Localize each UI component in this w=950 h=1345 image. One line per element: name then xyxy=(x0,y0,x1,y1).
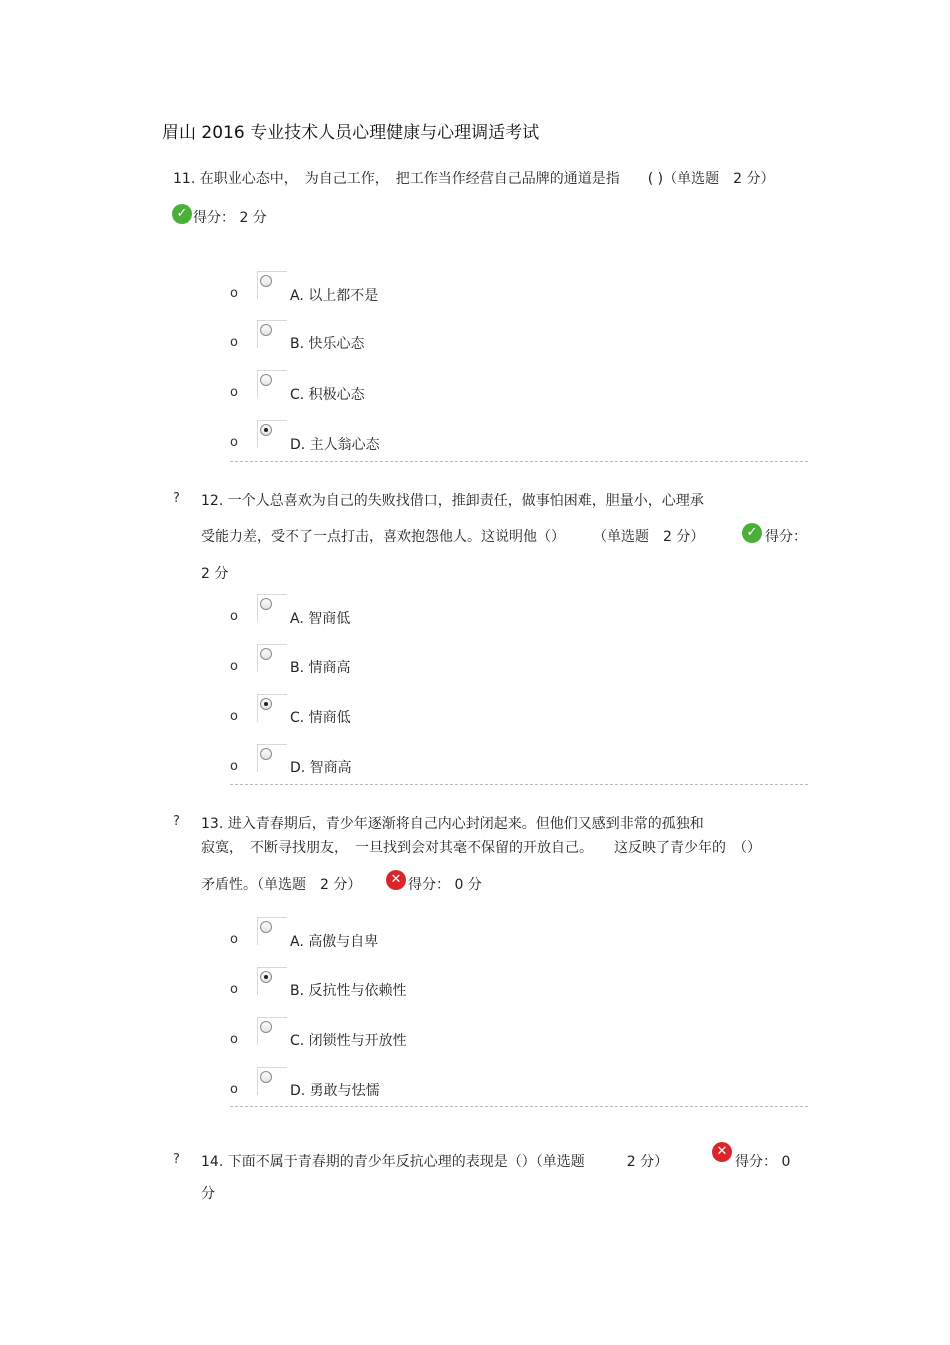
divider xyxy=(230,784,808,785)
list-bullet: o xyxy=(230,932,238,947)
radio-icon[interactable] xyxy=(260,598,272,610)
question-mark: ? xyxy=(173,814,180,829)
question-13-text-cont: 寂寞， 不断寻找朋友， 一旦找到会对其毫不保留的开放自己。 这反映了青少年的 （） xyxy=(201,840,761,856)
option-label: B. 情商高 xyxy=(290,660,351,676)
question-11-text: 11. 在职业心态中， 为自己工作， 把工作当作经营自己品牌的通道是指 ( )（单选题 2 分） xyxy=(173,171,775,187)
radio-option-13d[interactable] xyxy=(257,1067,287,1095)
radio-selected-icon[interactable] xyxy=(260,698,272,710)
list-bullet: o xyxy=(230,709,238,724)
radio-option-12d[interactable] xyxy=(257,744,287,772)
option-label: B. 快乐心态 xyxy=(290,336,365,352)
radio-option-13a[interactable] xyxy=(257,917,287,945)
radio-icon[interactable] xyxy=(260,374,272,386)
radio-icon[interactable] xyxy=(260,1071,272,1083)
option-label: D. 勇敢与怯懦 xyxy=(290,1083,380,1099)
list-bullet: o xyxy=(230,982,238,997)
question-13-score: 得分： 0 分 xyxy=(408,877,482,893)
question-13-text-end: 矛盾性。（单选题 2 分） xyxy=(201,877,362,893)
radio-selected-icon[interactable] xyxy=(260,971,272,983)
list-bullet: o xyxy=(230,1032,238,1047)
wrong-x-icon: ✕ xyxy=(386,870,406,890)
radio-option-12c[interactable] xyxy=(257,694,287,722)
question-14-score-unit: 分 xyxy=(201,1186,215,1202)
list-bullet: o xyxy=(230,1082,238,1097)
option-label: A. 智商低 xyxy=(290,611,351,627)
radio-icon[interactable] xyxy=(260,748,272,760)
option-label: C. 积极心态 xyxy=(290,387,365,403)
radio-selected-icon[interactable] xyxy=(260,424,272,436)
list-bullet: o xyxy=(230,335,238,350)
option-label: D. 主人翁心态 xyxy=(290,437,380,453)
wrong-x-icon: ✕ xyxy=(712,1142,732,1162)
question-12-text-cont: 受能力差，受不了一点打击，喜欢抱怨他人。这说明他（） （单选题 2 分） xyxy=(201,529,705,545)
correct-check-icon: ✓ xyxy=(172,204,192,224)
list-bullet: o xyxy=(230,609,238,624)
question-mark: ? xyxy=(173,491,180,506)
question-12-text: 12. 一个人总喜欢为自己的失败找借口，推卸责任，做事怕困难，胆量小，心理承 xyxy=(201,493,704,509)
list-bullet: o xyxy=(230,435,238,450)
radio-option-12a[interactable] xyxy=(257,594,287,622)
option-label: A. 以上都不是 xyxy=(290,288,379,304)
question-mark: ? xyxy=(173,1152,180,1167)
option-label: C. 闭锁性与开放性 xyxy=(290,1033,407,1049)
divider xyxy=(230,461,808,462)
question-14-text: 14. 下面不属于青春期的青少年反抗心理的表现是（）（单选题 2 分） xyxy=(201,1154,669,1170)
radio-option-13c[interactable] xyxy=(257,1017,287,1045)
list-bullet: o xyxy=(230,385,238,400)
radio-icon[interactable] xyxy=(260,921,272,933)
divider xyxy=(230,1106,808,1107)
question-12-score-value: 2 分 xyxy=(201,566,229,582)
option-label: D. 智商高 xyxy=(290,760,352,776)
radio-option-13b[interactable] xyxy=(257,967,287,995)
option-label: C. 情商低 xyxy=(290,710,351,726)
question-13-text: 13. 进入青春期后，青少年逐渐将自己内心封闭起来。但他们又感到非常的孤独和 xyxy=(201,816,704,832)
correct-check-icon: ✓ xyxy=(742,523,762,543)
question-11-score: 得分： 2 分 xyxy=(193,210,267,226)
list-bullet: o xyxy=(230,659,238,674)
radio-option-11a[interactable] xyxy=(257,271,287,299)
radio-option-11c[interactable] xyxy=(257,370,287,398)
radio-icon[interactable] xyxy=(260,275,272,287)
radio-option-11d[interactable] xyxy=(257,420,287,448)
radio-option-11b[interactable] xyxy=(257,320,287,348)
option-label: B. 反抗性与依赖性 xyxy=(290,983,407,999)
option-label: A. 高傲与自卑 xyxy=(290,934,379,950)
radio-option-12b[interactable] xyxy=(257,644,287,672)
question-14-score: 得分： 0 xyxy=(735,1154,791,1170)
radio-icon[interactable] xyxy=(260,1021,272,1033)
radio-icon[interactable] xyxy=(260,648,272,660)
radio-icon[interactable] xyxy=(260,324,272,336)
list-bullet: o xyxy=(230,286,238,301)
question-12-score: 得分： xyxy=(765,529,807,545)
page-title: 眉山 2016 专业技术人员心理健康与心理调适考试 xyxy=(162,123,540,143)
list-bullet: o xyxy=(230,759,238,774)
